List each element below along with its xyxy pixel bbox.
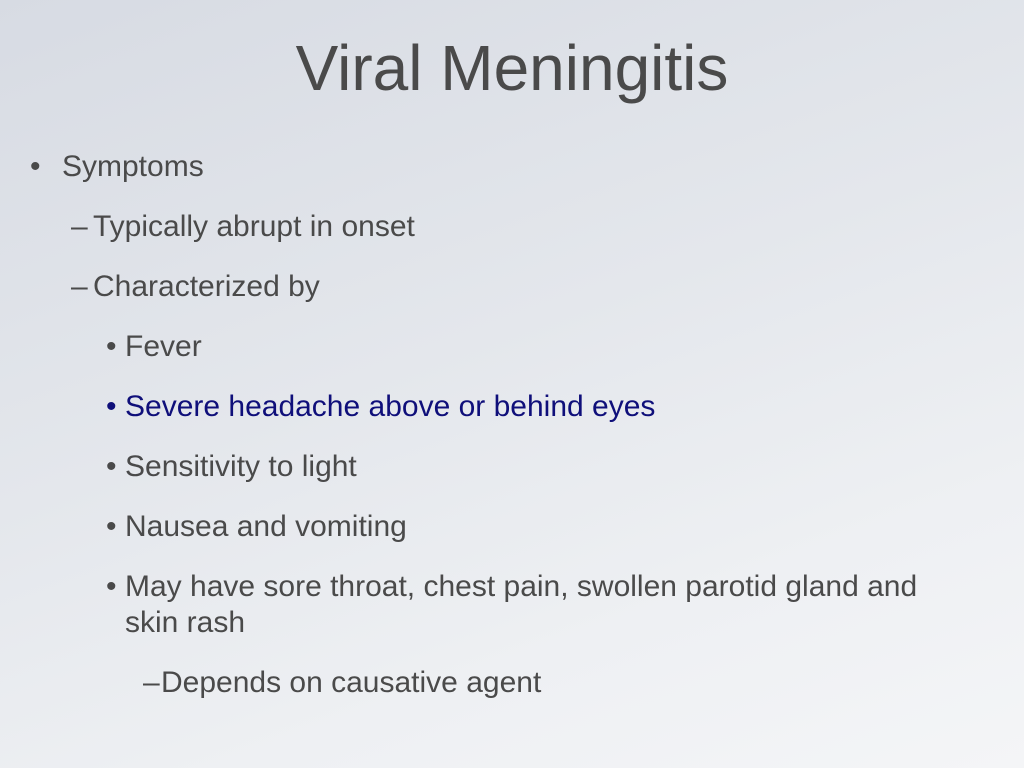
bullet-marker: • bbox=[30, 150, 41, 183]
sub-item-onset bbox=[71, 209, 971, 245]
bullet-marker: • bbox=[106, 510, 117, 543]
bullet-item-light-sensitivity bbox=[106, 449, 986, 485]
bullet-text: Nausea and vomiting bbox=[125, 510, 407, 543]
bullet-text: May have sore throat, chest pain, swollen parotid gland and skin rash bbox=[125, 570, 918, 639]
sub-item-text: Depends on causative agent bbox=[161, 666, 542, 699]
bullet-item-symptoms bbox=[30, 149, 930, 185]
bullet-item-nausea bbox=[106, 509, 986, 545]
bullet-item-headache bbox=[106, 389, 986, 425]
slide-title: Viral Meningitis bbox=[295, 32, 729, 104]
bullet-marker: • bbox=[106, 330, 117, 363]
sub-item-text: Characterized by bbox=[93, 270, 320, 303]
bullet-text: Sensitivity to light bbox=[125, 450, 357, 483]
bullet-text: Severe headache above or behind eyes bbox=[125, 390, 656, 423]
dash-marker: – bbox=[143, 666, 160, 699]
sub-item-causative-agent bbox=[143, 665, 983, 701]
bullet-marker: • bbox=[106, 450, 117, 483]
dash-marker: – bbox=[71, 210, 88, 243]
sub-item-characterized bbox=[71, 269, 971, 305]
sub-item-text: Typically abrupt in onset bbox=[93, 210, 415, 243]
dash-marker: – bbox=[71, 270, 88, 303]
bullet-item-other-symptoms bbox=[106, 569, 986, 641]
bullet-item-fever bbox=[106, 329, 986, 365]
bullet-marker: • bbox=[106, 570, 117, 603]
bullet-marker: • bbox=[106, 390, 117, 423]
bullet-text: Fever bbox=[125, 330, 202, 363]
bullet-text: Symptoms bbox=[62, 150, 204, 183]
